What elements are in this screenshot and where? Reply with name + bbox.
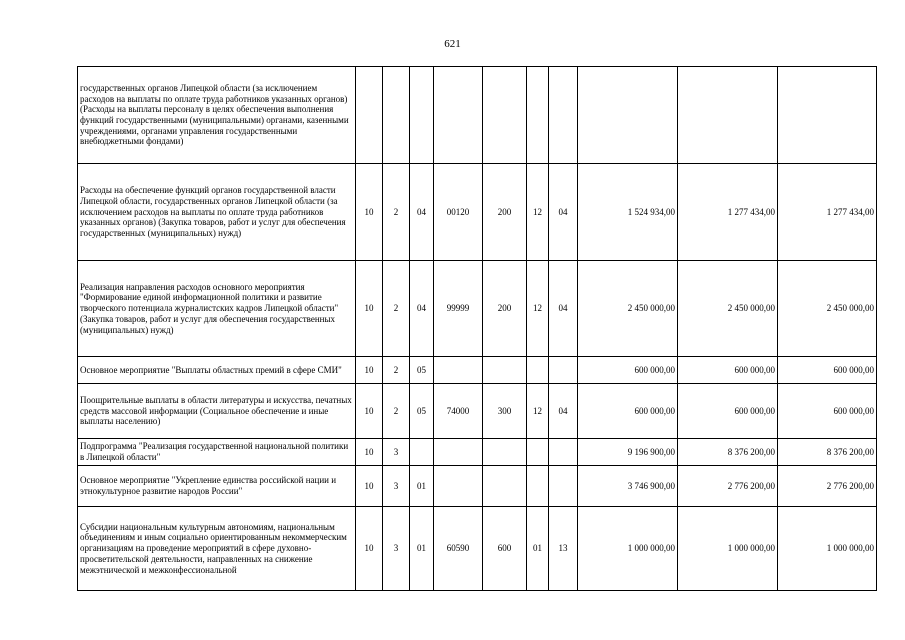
code-cell <box>434 67 483 164</box>
code-cell: 2 <box>383 357 410 384</box>
table-row <box>78 164 877 261</box>
code-cell: 2 <box>383 261 410 357</box>
row-name: Основное мероприятие "Укрепление единства российской нации и этнокультурное развитие народов России" <box>78 466 356 507</box>
amount-cell: 1 000 000,00 <box>778 507 877 591</box>
amount-cell: 1 000 000,00 <box>578 507 678 591</box>
code-cell <box>549 357 578 384</box>
code-cell: 2 <box>383 164 410 261</box>
row-name: Субсидии национальным культурным автономиям, национальным объединениям и иным социально ориентированным некоммерческим организациям на проведение мероприятий в сфере духовно-просветительской деятельности, направленных на снижение межэтнической и межконфессиональной <box>78 507 356 591</box>
code-cell <box>549 466 578 507</box>
code-cell: 10 <box>356 357 383 384</box>
code-cell <box>483 357 527 384</box>
code-cell: 04 <box>549 384 578 439</box>
code-cell: 04 <box>410 164 434 261</box>
code-cell <box>356 67 383 164</box>
amount-cell: 3 746 900,00 <box>578 466 678 507</box>
amount-cell: 600 000,00 <box>678 357 778 384</box>
table-row <box>78 466 877 507</box>
row-name: Поощрительные выплаты в области литературы и искусства, печатных средств массовой информации (Социальное обеспечение и иные выплаты населению) <box>78 384 356 439</box>
amount-cell: 600 000,00 <box>778 357 877 384</box>
code-cell: 10 <box>356 261 383 357</box>
budget-table <box>77 66 877 591</box>
code-cell <box>434 439 483 466</box>
code-cell: 05 <box>410 384 434 439</box>
code-cell: 600 <box>483 507 527 591</box>
row-name: Реализация направления расходов основного мероприятия "Формирование единой информационной политики и развитие творческого потенциала журналистских кадров Липецкой области" (Закупка товаров, работ и услуг для обеспечения государственных (муниципальных) нужд) <box>78 261 356 357</box>
code-cell: 12 <box>527 261 549 357</box>
code-cell: 10 <box>356 439 383 466</box>
code-cell: 200 <box>483 261 527 357</box>
page-number: 621 <box>444 38 461 50</box>
code-cell <box>434 466 483 507</box>
code-cell <box>527 67 549 164</box>
amount-cell: 9 196 900,00 <box>578 439 678 466</box>
row-name: Основное мероприятие "Выплаты областных премий в сфере СМИ" <box>78 357 356 384</box>
code-cell: 01 <box>527 507 549 591</box>
table-row <box>78 357 877 384</box>
code-cell <box>527 466 549 507</box>
row-name: Расходы на обеспечение функций органов государственной власти Липецкой области, государственных органов Липецкой области (за исключением расходов на выплаты по оплате труда работников указанных органов) (Закупка товаров, работ и услуг для обеспечения государственных (муниципальных) нужд) <box>78 164 356 261</box>
code-cell: 10 <box>356 384 383 439</box>
amount-cell: 2 450 000,00 <box>778 261 877 357</box>
table-row <box>78 439 877 466</box>
amount-cell: 2 450 000,00 <box>578 261 678 357</box>
code-cell: 12 <box>527 164 549 261</box>
amount-cell: 600 000,00 <box>578 357 678 384</box>
table-row <box>78 507 877 591</box>
amount-cell: 8 376 200,00 <box>678 439 778 466</box>
code-cell: 01 <box>410 507 434 591</box>
amount-cell: 2 450 000,00 <box>678 261 778 357</box>
amount-cell <box>678 67 778 164</box>
code-cell: 10 <box>356 164 383 261</box>
code-cell: 04 <box>549 261 578 357</box>
code-cell: 200 <box>483 164 527 261</box>
code-cell: 10 <box>356 466 383 507</box>
amount-cell: 2 776 200,00 <box>778 466 877 507</box>
amount-cell: 600 000,00 <box>578 384 678 439</box>
code-cell: 00120 <box>434 164 483 261</box>
code-cell <box>527 439 549 466</box>
code-cell <box>410 439 434 466</box>
row-name: государственных органов Липецкой области (за исключением расходов на выплаты по оплате труда работников указанных органов) (Расходы на выплаты персоналу в целях обеспечения выполнения функций государственными (муниципальными) органами, казенными учреждениями, органами управления государственными внебюджетными фондами) <box>78 67 356 164</box>
code-cell <box>410 67 434 164</box>
code-cell: 300 <box>483 384 527 439</box>
table-row <box>78 384 877 439</box>
code-cell: 3 <box>383 466 410 507</box>
amount-cell: 1 000 000,00 <box>678 507 778 591</box>
code-cell: 13 <box>549 507 578 591</box>
code-cell <box>549 67 578 164</box>
amount-cell: 1 277 434,00 <box>778 164 877 261</box>
code-cell: 74000 <box>434 384 483 439</box>
amount-cell <box>778 67 877 164</box>
code-cell <box>483 67 527 164</box>
code-cell: 2 <box>383 384 410 439</box>
code-cell: 04 <box>549 164 578 261</box>
row-name: Подпрограмма "Реализация государственной национальной политики в Липецкой области" <box>78 439 356 466</box>
code-cell: 3 <box>383 439 410 466</box>
code-cell <box>483 466 527 507</box>
table-row <box>78 67 877 164</box>
code-cell <box>549 439 578 466</box>
amount-cell <box>578 67 678 164</box>
code-cell: 04 <box>410 261 434 357</box>
code-cell: 10 <box>356 507 383 591</box>
code-cell: 01 <box>410 466 434 507</box>
amount-cell: 1 277 434,00 <box>678 164 778 261</box>
code-cell <box>483 439 527 466</box>
code-cell <box>383 67 410 164</box>
code-cell <box>527 357 549 384</box>
code-cell: 05 <box>410 357 434 384</box>
code-cell: 99999 <box>434 261 483 357</box>
amount-cell: 1 524 934,00 <box>578 164 678 261</box>
amount-cell: 600 000,00 <box>678 384 778 439</box>
table-row <box>78 261 877 357</box>
amount-cell: 600 000,00 <box>778 384 877 439</box>
code-cell: 12 <box>527 384 549 439</box>
code-cell: 60590 <box>434 507 483 591</box>
amount-cell: 2 776 200,00 <box>678 466 778 507</box>
code-cell <box>434 357 483 384</box>
amount-cell: 8 376 200,00 <box>778 439 877 466</box>
code-cell: 3 <box>383 507 410 591</box>
